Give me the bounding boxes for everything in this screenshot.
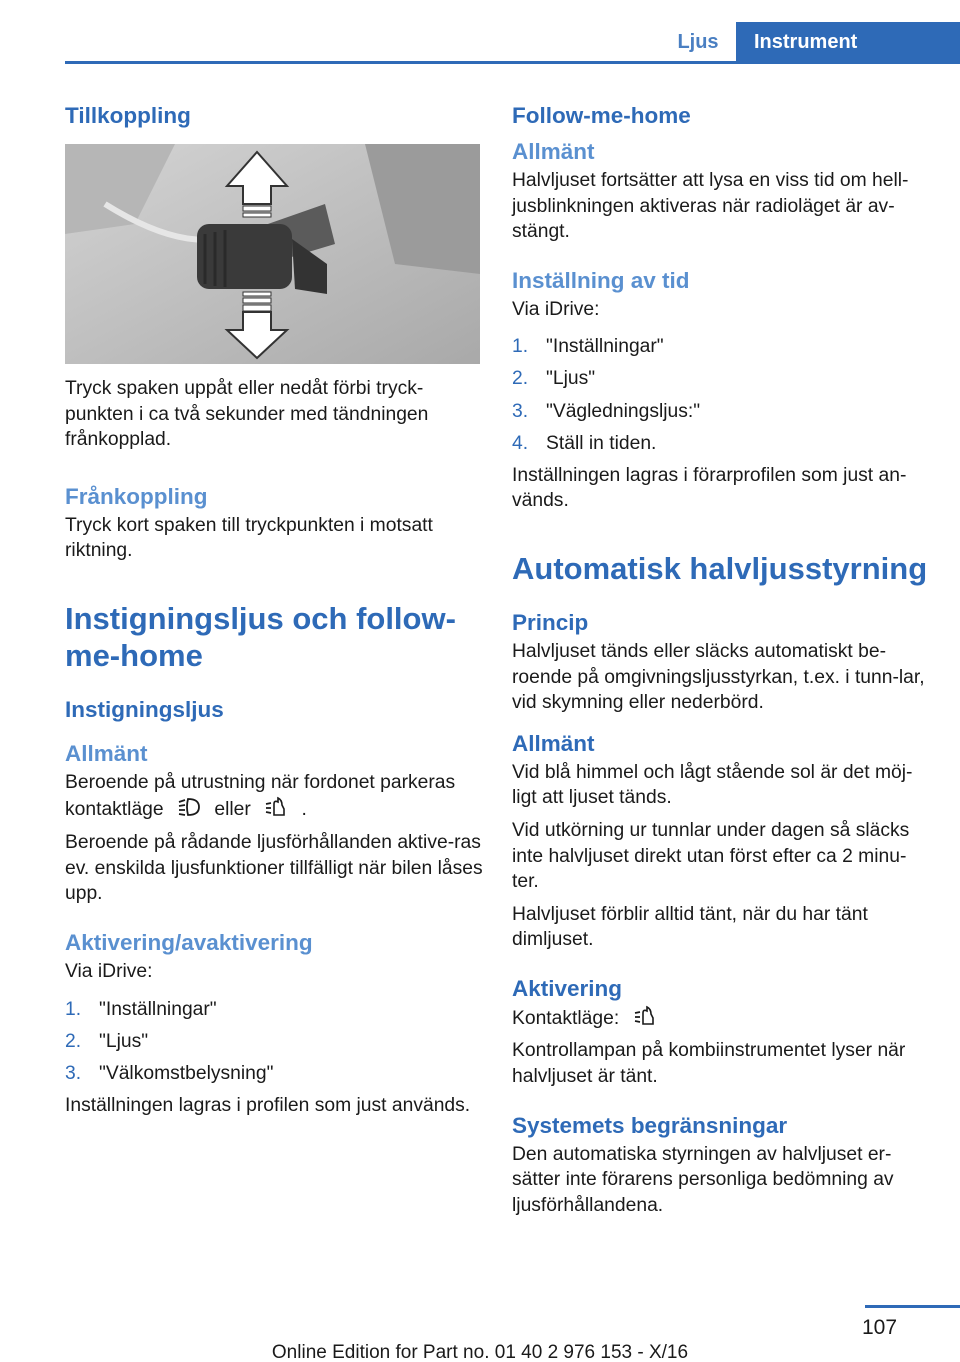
light-stalk-illustration (65, 144, 480, 364)
allmant-text-or: eller (214, 798, 251, 820)
installning-steps (512, 334, 930, 456)
allmant-text-2: Beroende på rådande ljusförhållanden aktive-ras ev. enskilda ljusfunktioner tillfälligt när bilen låses upp. (65, 832, 483, 905)
footer-rule (865, 1305, 960, 1308)
step-text: "Ljus" (546, 368, 596, 390)
tillkoppling-text: Tryck spaken uppåt eller nedåt förbi tryck-punkten i ca två sekunder med tändningen frånkopplad. (65, 378, 429, 451)
allmant-heading-right: Allmänt (512, 139, 595, 164)
allmant-text-a: Beroende på utrustning när fordonet parkeras kontaktläge (65, 771, 456, 820)
system-text: Den automatiska styrningen av halvljuset er-sätter inte förarens personliga bedömning av ljusförhållandena. (512, 1143, 894, 1216)
list-item (512, 399, 930, 425)
footer-edition: Online Edition for Part no. 01 40 2 976 153 - X/16 (271, 1342, 689, 1362)
ignition-headlight-icon (633, 1005, 657, 1027)
aktivering-heading-right: Aktivering (512, 975, 623, 1001)
aktivering-text-right-2: Kontrollampan på kombiinstrumentet lyser när halvljuset är tänt. (512, 1040, 906, 1088)
header-rule (65, 61, 960, 64)
step-number: 1. (65, 998, 82, 1020)
follow-me-home-heading: Follow-me-home (512, 103, 691, 128)
main-heading-automatisk: Automatisk halvljusstyrning (512, 550, 928, 586)
ignition-headlight-icon (264, 796, 288, 818)
princip-heading: Princip (512, 609, 589, 635)
step-text: "Inställningar" (99, 998, 217, 1020)
system-heading: Systemets begränsningar (512, 1112, 788, 1138)
step-text: "Ljus" (99, 1030, 149, 1052)
light-stalk-figure (65, 144, 480, 364)
step-number: 4. (512, 432, 529, 454)
step-number: 1. (512, 336, 529, 358)
aktivering-outro: Inställningen lagras i profilen som just används. (65, 1094, 471, 1116)
allmant-text-2a: Vid blå himmel och lågt stående sol är det möj-ligt att ljuset tänds. (512, 761, 913, 809)
header-section-tab: Ljus (677, 31, 719, 53)
aktivering-heading: Aktivering/avaktivering (65, 929, 313, 955)
list-item (512, 431, 930, 457)
step-number: 3. (65, 1062, 82, 1084)
list-item (65, 997, 483, 1023)
allmant-text-2c: Halvljuset förblir alltid tänt, när du har tänt dimljuset. (512, 903, 868, 951)
aktivering-intro: Via iDrive: (65, 960, 153, 982)
step-number: 2. (65, 1030, 82, 1052)
step-text: "Inställningar" (546, 336, 664, 358)
allmant-text (65, 770, 483, 822)
aktivering-steps (65, 997, 483, 1087)
step-text: "Vägledningsljus:" (546, 400, 701, 422)
allmant-heading-2: Allmänt (512, 730, 595, 756)
list-item (65, 1061, 483, 1087)
header-chapter-tab: Instrument (736, 22, 960, 62)
allmant-text-right: Halvljuset fortsätter att lysa en viss tid om hell-jusblinkningen aktiveras när radioläget är av-stängt. (512, 170, 909, 243)
main-heading-instigningsljus: Instigningsljus och follow-me-home (65, 600, 456, 673)
installning-outro: Inställningen lagras i förarprofilen som just an-vänds. (512, 464, 907, 512)
step-number: 2. (512, 368, 529, 390)
left-column (65, 100, 483, 1118)
allmant-text-2b: Vid utkörning ur tunnlar under dagen så släcks inte halvljuset direkt utan först efter ca 2 minu-ter. (512, 819, 910, 893)
list-item (512, 366, 930, 392)
tillkoppling-heading: Tillkoppling (65, 103, 191, 128)
step-number: 3. (512, 400, 529, 422)
allmant-text-end: . (301, 798, 307, 820)
princip-text: Halvljuset tänds eller släcks automatiskt be-roende på omgivningsljusstyrkan, t.ex. i tunn-lar, vid skymning eller nederbörd. (512, 640, 925, 714)
frankoppling-text: Tryck kort spaken till tryckpunkten i motsatt riktning. (65, 514, 433, 562)
list-item (512, 334, 930, 360)
step-text: "Välkomstbelysning" (99, 1062, 274, 1084)
kontaktlage-label: Kontaktläge: (512, 1007, 620, 1029)
frankoppling-heading: Frånkoppling (65, 483, 208, 509)
instigningsljus-heading: Instigningsljus (65, 696, 224, 722)
aktivering-text-right (512, 1005, 930, 1032)
allmant-heading: Allmänt (65, 740, 148, 766)
right-column (512, 100, 930, 1218)
step-text: Ställ in tiden. (546, 432, 657, 454)
installning-intro: Via iDrive: (512, 298, 600, 320)
list-item (65, 1029, 483, 1055)
headlight-icon (177, 796, 201, 818)
installning-heading: Inställning av tid (512, 267, 690, 293)
page-number: 107 (862, 1316, 898, 1339)
